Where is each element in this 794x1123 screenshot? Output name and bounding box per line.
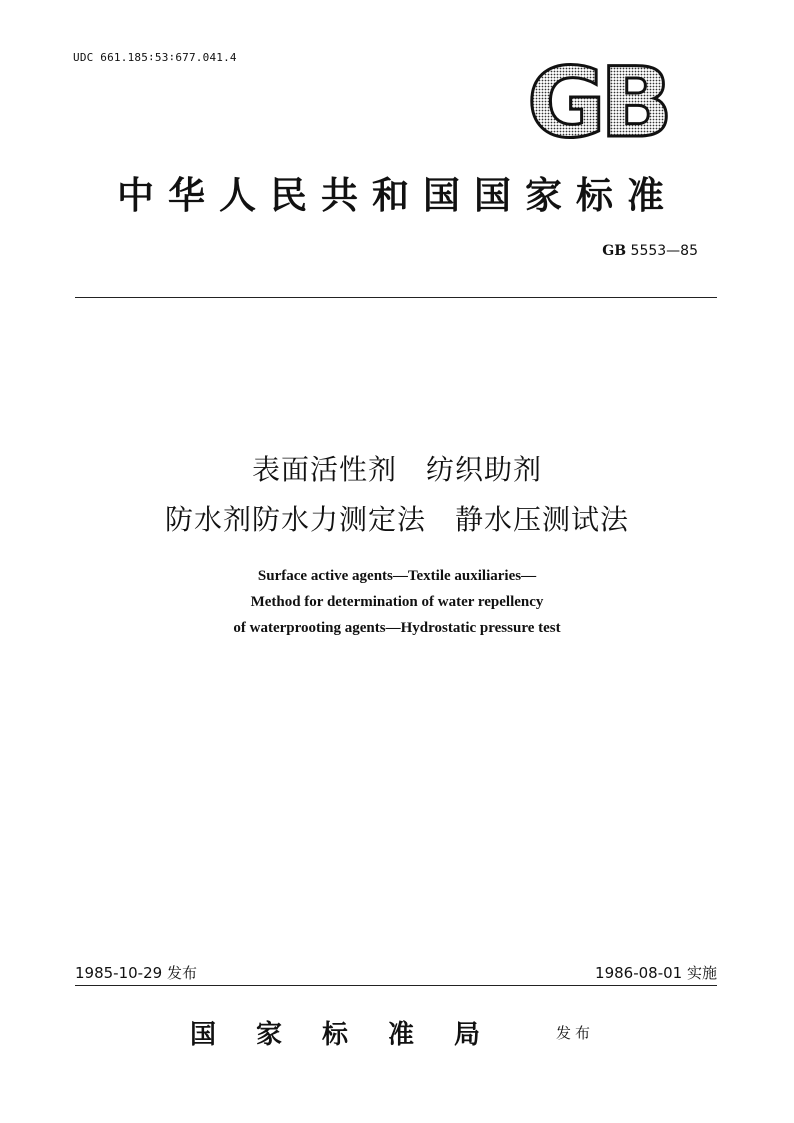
english-title-line-1: Surface active agents—Textile auxiliaries—	[257, 568, 537, 584]
publisher-name: 国家标准局	[190, 1020, 521, 1050]
chinese-title-line-2: 防水剂防水力测定法 静水压测试法	[164, 503, 629, 536]
english-title-line-2: Method for determination of water repellency	[250, 594, 544, 610]
gb-logo	[517, 58, 677, 144]
publish-label: 发布	[556, 1024, 595, 1042]
bottom-divider	[75, 985, 717, 986]
standard-code: 5553—85	[630, 243, 698, 259]
top-divider	[75, 297, 717, 298]
standard-prefix: GB	[602, 243, 627, 259]
english-title-line-3: of waterprooting agents—Hydrostatic pressure test	[233, 620, 561, 636]
chinese-title-line-1: 表面活性剂 纺织助剂	[251, 453, 542, 486]
release-date: 1985-10-29 发布	[75, 964, 197, 982]
svg-text:GB: GB	[527, 58, 667, 144]
implementation-date: 1986-08-01 实施	[595, 964, 717, 982]
standard-number	[602, 243, 698, 259]
udc-code: UDC 661.185∶53∶677.041.4	[73, 51, 237, 64]
org-title: 中华人民共和国国家标准	[117, 173, 678, 217]
